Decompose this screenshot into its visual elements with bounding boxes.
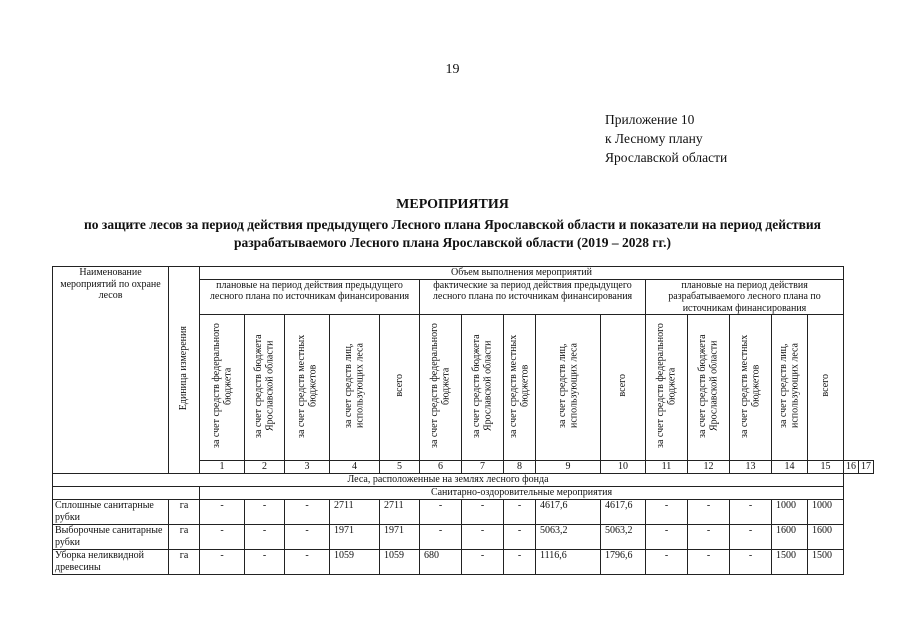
header-sub-local: за счет средств местных бюджетов xyxy=(504,315,536,461)
header-sub-regional: за счет средств бюджета Ярославской области xyxy=(688,315,730,461)
row-name: Сплошные санитарные рубки xyxy=(53,500,169,525)
header-volume: Объем выполнения мероприятий xyxy=(200,267,844,280)
row-value: 1000 xyxy=(808,500,844,525)
column-number: 8 xyxy=(504,461,536,474)
row-value: 1500 xyxy=(808,550,844,575)
row-value: 5063,2 xyxy=(601,525,646,550)
column-number: 6 xyxy=(420,461,462,474)
header-sub-users: за счет средств лиц, использующих леса xyxy=(330,315,380,461)
row-value: 1116,6 xyxy=(536,550,601,575)
document-subtitle: по защите лесов за период действия предыдущего Лесного плана Ярославской области и показатели на период действия разрабатываемого Лесного плана Ярославской области (2019 – 2028 гг.) xyxy=(84,217,821,250)
row-value: 2711 xyxy=(330,500,380,525)
header-name: Наименование мероприятий по охране лесов xyxy=(53,267,169,474)
row-value: - xyxy=(200,500,245,525)
row-value: - xyxy=(688,525,730,550)
appendix-line: Ярославской области xyxy=(605,150,728,165)
measures-table xyxy=(52,266,874,575)
column-number: 17 xyxy=(859,461,874,474)
row-name: Выборочные санитарные рубки xyxy=(53,525,169,550)
row-value: - xyxy=(504,525,536,550)
column-number: 9 xyxy=(536,461,601,474)
column-number: 3 xyxy=(285,461,330,474)
column-number: 5 xyxy=(380,461,420,474)
row-value: - xyxy=(285,500,330,525)
column-number: 1 xyxy=(200,461,245,474)
row-value: - xyxy=(730,550,772,575)
row-value: 1971 xyxy=(380,525,420,550)
row-value: 1059 xyxy=(330,550,380,575)
row-value: - xyxy=(462,525,504,550)
column-number: 15 xyxy=(808,461,844,474)
column-number: 16 xyxy=(844,461,859,474)
row-value: 1796,6 xyxy=(601,550,646,575)
header-group-actual-prev: фактические за период действия предыдущего лесного плана по источникам финансирования xyxy=(420,279,646,315)
column-number: 4 xyxy=(330,461,380,474)
row-value: - xyxy=(688,550,730,575)
row-unit: га xyxy=(169,550,200,575)
row-value: 1600 xyxy=(772,525,808,550)
header-group-planned-new: плановые на период действия разрабатываемого лесного плана по источникам финансирования xyxy=(646,279,844,315)
row-value: - xyxy=(646,525,688,550)
header-unit: Единица измерения xyxy=(169,267,200,474)
header-sub-local: за счет средств местных бюджетов xyxy=(730,315,772,461)
header-sub-regional: за счет средств бюджета Ярославской области xyxy=(462,315,504,461)
section-spacer xyxy=(53,487,200,500)
column-number: 14 xyxy=(772,461,808,474)
column-number: 2 xyxy=(245,461,285,474)
row-value: - xyxy=(646,550,688,575)
column-number: 12 xyxy=(688,461,730,474)
table-row xyxy=(53,500,874,525)
appendix-line: Приложение 10 xyxy=(605,112,695,127)
document-title: МЕРОПРИЯТИЯ xyxy=(396,197,509,212)
row-value: - xyxy=(285,525,330,550)
row-value: - xyxy=(245,500,285,525)
header-sub-federal: за счет средств федерального бюджета xyxy=(420,315,462,461)
column-number: 7 xyxy=(462,461,504,474)
row-value: - xyxy=(688,500,730,525)
row-value: 1971 xyxy=(330,525,380,550)
header-sub-federal: за счет средств федерального бюджета xyxy=(646,315,688,461)
row-value: 4617,6 xyxy=(601,500,646,525)
row-value: 680 xyxy=(420,550,462,575)
column-number: 10 xyxy=(601,461,646,474)
table-row xyxy=(53,525,874,550)
row-value: - xyxy=(462,550,504,575)
row-value: 1500 xyxy=(772,550,808,575)
row-value: - xyxy=(420,525,462,550)
row-value: - xyxy=(504,550,536,575)
row-unit: га xyxy=(169,525,200,550)
header-sub-local: за счет средств местных бюджетов xyxy=(285,315,330,461)
row-value: - xyxy=(200,550,245,575)
table-row xyxy=(53,550,874,575)
row-name: Уборка неликвидной древесины xyxy=(53,550,169,575)
header-sub-users: за счет средств лиц, использующих леса xyxy=(536,315,601,461)
row-value: - xyxy=(285,550,330,575)
page-number: 19 xyxy=(445,62,460,77)
row-value: - xyxy=(200,525,245,550)
row-value: - xyxy=(504,500,536,525)
row-value: - xyxy=(730,525,772,550)
section-sanitary: Санитарно-оздоровительные мероприятия xyxy=(200,487,844,500)
row-value: - xyxy=(245,525,285,550)
header-sub-federal: за счет средств федерального бюджета xyxy=(200,315,245,461)
row-value: 2711 xyxy=(380,500,420,525)
row-value: 1059 xyxy=(380,550,420,575)
header-sub-total: всего xyxy=(380,315,420,461)
column-number: 11 xyxy=(646,461,688,474)
column-number: 13 xyxy=(730,461,772,474)
row-value: 1000 xyxy=(772,500,808,525)
row-value: - xyxy=(730,500,772,525)
row-value: - xyxy=(245,550,285,575)
section-lands: Леса, расположенные на землях лесного фонда xyxy=(53,474,844,487)
row-value: - xyxy=(462,500,504,525)
row-value: - xyxy=(420,500,462,525)
row-value: 4617,6 xyxy=(536,500,601,525)
row-value: 1600 xyxy=(808,525,844,550)
header-sub-total: всего xyxy=(601,315,646,461)
appendix-line: к Лесному плану xyxy=(605,131,703,146)
header-group-planned-prev: плановые на период действия предыдущего лесного плана по источникам финансирования xyxy=(200,279,420,315)
appendix-block xyxy=(605,110,727,167)
row-unit: га xyxy=(169,500,200,525)
header-sub-regional: за счет средств бюджета Ярославской области xyxy=(245,315,285,461)
row-value: 5063,2 xyxy=(536,525,601,550)
row-value: - xyxy=(646,500,688,525)
header-sub-total: всего xyxy=(808,315,844,461)
header-sub-users: за счет средств лиц, использующих леса xyxy=(772,315,808,461)
